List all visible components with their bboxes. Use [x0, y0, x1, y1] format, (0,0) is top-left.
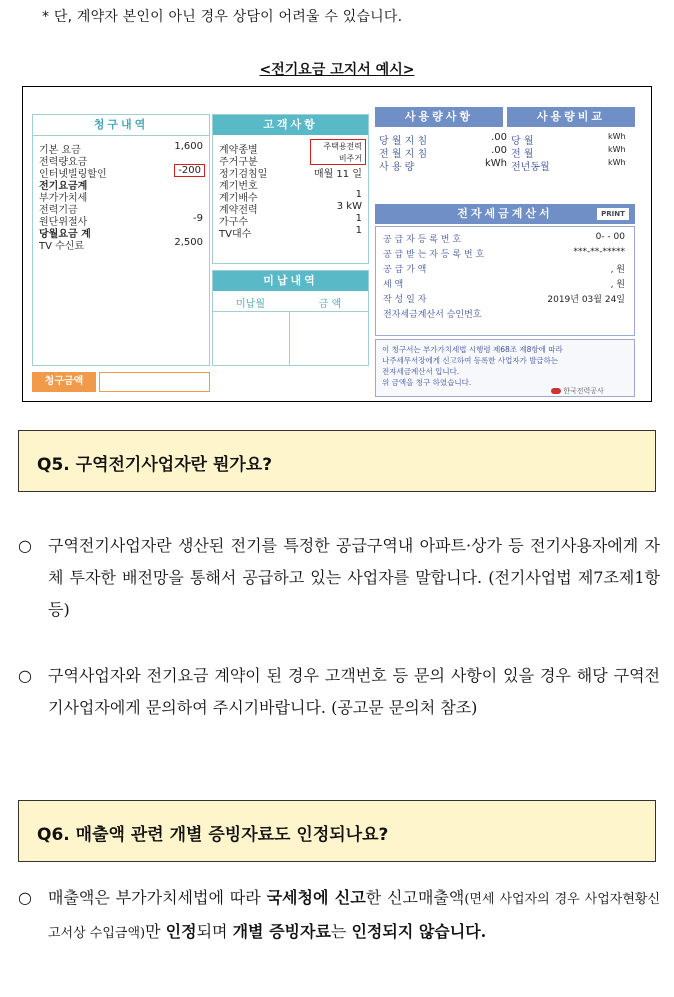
unpaid-month-col: 미납월 — [236, 299, 265, 310]
customer-value: 1 — [355, 225, 362, 236]
charges-panel — [32, 114, 210, 366]
q6-text-i: 는 — [330, 922, 352, 941]
usage-value: .00 — [491, 145, 507, 156]
compare-label: 전년동월 — [511, 162, 550, 173]
invoice-notice-line: 위 금액을 청구 하였습니다. — [382, 378, 472, 387]
q6-text-e: 만 — [145, 922, 166, 941]
q6-para — [18, 882, 663, 978]
charge-label: 전기요금계 — [39, 181, 88, 192]
invoice-value: , 원 — [610, 280, 625, 290]
compare-unit: kWh — [608, 132, 626, 141]
usage-label: 전 월 지 침 — [379, 149, 428, 160]
charge-value: -200 — [174, 164, 205, 177]
invoice-header: 전자세금계산서 — [375, 204, 635, 224]
q6-box — [18, 800, 656, 862]
q5-para-1-text: 구역전기사업자란 생산된 전기를 특정한 공급구역내 아파트·상가 등 전기사용자에게 자체 투자한 배전망을 통해서 공급하고 있는 사업자를 말합니다. (전기사업법 제7조제1항 등) — [48, 536, 660, 619]
q6-text-c: 한 신고매출액 — [365, 888, 465, 907]
customer-label: TV대수 — [219, 229, 252, 240]
usage-header: 사용량사항 — [375, 107, 503, 127]
bill-example — [22, 86, 652, 402]
bullet-icon: ○ — [18, 888, 32, 907]
charge-value: 1,600 — [174, 141, 203, 152]
usage-value: kWh — [484, 158, 507, 169]
q6-text-d: (면세 사업자의 경우 사업자현황신고서상 수입금액) — [48, 892, 661, 941]
q5-title: Q5. 구역전기사업자란 뭔가요? — [37, 455, 273, 475]
bullet-icon: ○ — [18, 536, 32, 555]
invoice-value: 2019년 03월 24일 — [547, 295, 625, 305]
usage-label: 당 월 지 침 — [379, 136, 428, 147]
customer-value: 1 — [355, 189, 362, 200]
q6-text-a: 매출액은 부가가치세법에 따라 — [48, 888, 267, 907]
charge-total-label: 청구금액 — [32, 372, 96, 392]
print-button[interactable]: PRINT — [597, 208, 629, 220]
charge-label: 당월요금 계 — [39, 229, 91, 240]
company-logo — [551, 386, 604, 396]
charge-total-box — [99, 372, 210, 392]
charge-label: 전력량요금 — [39, 157, 88, 168]
charge-value: -9 — [193, 213, 203, 224]
invoice-notice-line: 이 청구서는 부가가치세법 시행령 제68조 제8항에 따라 — [382, 345, 563, 354]
invoice-value: 0- - 00 — [595, 232, 625, 242]
notice-text: * 단, 계약자 본인이 아닌 경우 상담이 어려울 수 있습니다. — [42, 9, 403, 25]
invoice-value: , 원 — [610, 265, 625, 275]
charge-label: 기본 요금 — [39, 145, 81, 156]
example-title-text: <전기요금 고지서 예시> — [259, 62, 415, 78]
invoice-value: ***-**-***** — [573, 247, 625, 257]
q6-text-g: 되며 — [196, 922, 233, 941]
invoice-label: 공 급 받 는 자 등 록 번 호 — [383, 250, 485, 260]
customer-label: 계약종별 — [219, 145, 258, 156]
charge-label: 부가가치세 — [39, 193, 88, 204]
charges-header: 청구내역 — [33, 115, 209, 136]
customer-label: 계약전력 — [219, 205, 258, 216]
customer-label: 계기배수 — [219, 193, 258, 204]
invoice-label: 공 급 가 액 — [383, 265, 427, 275]
customer-value: 1 — [355, 213, 362, 224]
q6-text-h: 개별 증빙자료 — [232, 922, 331, 941]
q5-para-2-text: 구역사업자와 전기요금 계약이 된 경우 고객번호 등 문의 사항이 있을 경우 해당 구역전기사업자에게 문의하여 주시기바랍니다. (공고문 문의처 참조) — [48, 666, 660, 717]
q6-text-j: 인정되지 않습니다. — [351, 922, 487, 941]
usage-label: 사 용 량 — [379, 162, 415, 173]
contract-highlight-box — [310, 139, 366, 165]
charge-label: 인터넷빌링할인 — [39, 169, 107, 180]
usage-value: .00 — [491, 132, 507, 143]
q6-para-text — [48, 882, 660, 950]
invoice-label: 세 액 — [383, 280, 404, 290]
invoice-label: 전자세금계산서 승인번호 — [383, 310, 482, 320]
charge-value: 2,500 — [174, 237, 203, 248]
unpaid-header: 미납내역 — [213, 271, 368, 291]
bullet-icon: ○ — [18, 666, 32, 685]
compare-unit: kWh — [608, 145, 626, 154]
customer-value: 비주거 — [338, 154, 362, 163]
invoice-notice-line: 전자세금계산서 입니다. — [382, 367, 460, 376]
compare-label: 전 월 — [511, 149, 534, 160]
q6-title: Q6. 매출액 관련 개별 증빙자료도 인정되나요? — [37, 825, 389, 845]
compare-label: 당 월 — [511, 136, 534, 147]
example-title — [0, 59, 674, 79]
unpaid-amount-col: 금 액 — [318, 299, 342, 310]
invoice-notice-line: 나주세무서장에게 신고하여 등록한 사업자가 발급하는 — [382, 356, 559, 365]
customer-label: 주거구분 — [219, 157, 258, 168]
company-logo-icon — [551, 388, 561, 394]
unpaid-divider — [289, 311, 290, 366]
customer-value: 3 kW — [336, 201, 362, 212]
charge-label: 원단위절사 — [39, 217, 88, 228]
invoice-notice — [375, 339, 635, 397]
company-name: 한국전력공사 — [563, 387, 604, 395]
q6-text-f: 인정 — [165, 922, 197, 941]
compare-unit: kWh — [608, 158, 626, 167]
customer-header: 고객사항 — [213, 115, 368, 135]
invoice-label: 작 성 일 자 — [383, 295, 427, 305]
customer-panel — [212, 114, 369, 264]
charge-label: 전력기금 — [39, 205, 78, 216]
customer-value: 주택용전력 — [323, 142, 362, 151]
customer-label: 가구수 — [219, 217, 248, 228]
customer-value: 매월 11 일 — [313, 169, 362, 180]
unpaid-panel — [212, 270, 369, 366]
q5-box — [18, 430, 656, 492]
invoice-label: 공 급 자 등 록 번 호 — [383, 235, 462, 245]
customer-label: 정기검침일 — [219, 169, 268, 180]
customer-label: 계기번호 — [219, 181, 258, 192]
q6-text-b: 국세청에 신고 — [266, 888, 366, 907]
compare-header: 사용량비교 — [507, 107, 635, 127]
q5-para-1 — [18, 530, 663, 626]
charge-label: TV 수신료 — [39, 241, 85, 252]
q5-para-2 — [18, 660, 663, 756]
unpaid-hline — [213, 311, 368, 312]
